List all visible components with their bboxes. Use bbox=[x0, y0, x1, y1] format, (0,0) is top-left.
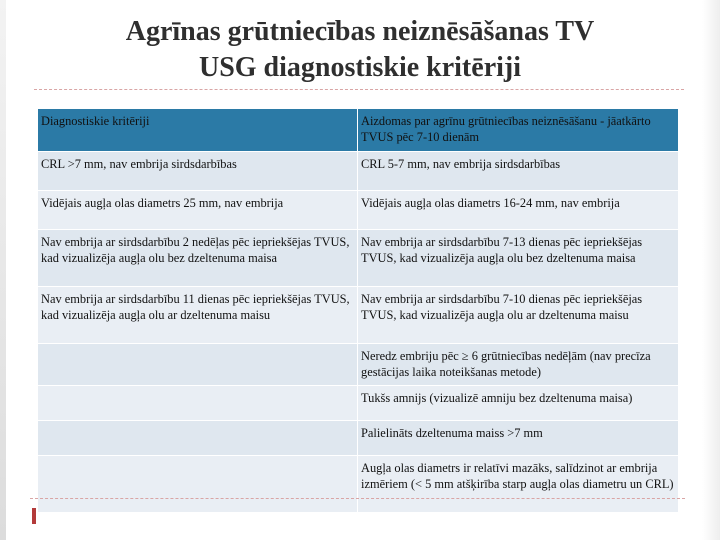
table-cell: Palielināts dzeltenuma maiss >7 mm bbox=[358, 421, 679, 456]
table-header-row bbox=[38, 109, 679, 152]
table-row bbox=[38, 421, 679, 456]
table-cell: Nav embrija ar sirdsdarbību 7-13 dienas pēc iepriekšējas TVUS, kad vizualizēja augļa olu bez dzeltenuma maisa bbox=[358, 230, 679, 287]
table-cell-empty bbox=[38, 456, 358, 513]
table-row bbox=[38, 152, 679, 191]
header-diagnostic-criteria: Diagnostiskie kritēriji bbox=[38, 109, 358, 152]
title-divider bbox=[34, 89, 684, 90]
footer-accent-mark bbox=[32, 508, 36, 524]
table-row bbox=[38, 191, 679, 230]
criteria-table bbox=[37, 108, 679, 513]
table-cell-empty bbox=[38, 421, 358, 456]
table-cell: Neredz embriju pēc ≥ 6 grūtniecības nedēļām (nav precīza gestācijas laika noteikšanas metode) bbox=[358, 344, 679, 386]
header-suspicion-criteria: Aizdomas par agrīnu grūtniecības neiznēsāšanu - jāatkārto TVUS pēc 7-10 dienām bbox=[358, 109, 679, 152]
slide-title-line-1: Agrīnas grūtniecības neiznēsāšanas TV bbox=[125, 16, 595, 47]
table-cell: Tukšs amnijs (vizualizē amniju bez dzeltenuma maisa) bbox=[358, 386, 679, 421]
slide-title-line-2: USG diagnostiskie kritēriji bbox=[198, 52, 521, 83]
table-row bbox=[38, 386, 679, 421]
right-decor-bar bbox=[702, 0, 720, 540]
table-cell: Vidējais augļa olas diametrs 25 mm, nav embrija bbox=[38, 191, 358, 230]
left-decor-bar bbox=[0, 0, 6, 540]
table-cell: Nav embrija ar sirdsdarbību 2 nedēļas pēc iepriekšējas TVUS, kad vizualizēja augļa olu bez dzeltenuma maisa bbox=[38, 230, 358, 287]
table-cell: Augļa olas diametrs ir relatīvi mazāks, salīdzinot ar embrija izmēriem (< 5 mm atšķirība starp augļa olas diametru un CRL) bbox=[358, 456, 679, 513]
table-row bbox=[38, 287, 679, 344]
footer-divider bbox=[30, 498, 685, 499]
slide-title bbox=[40, 14, 680, 86]
table-cell: Nav embrija ar sirdsdarbību 7-10 dienas pēc iepriekšējas TVUS, kad vizualizēja augļa olu ar dzeltenuma maisu bbox=[358, 287, 679, 344]
table-cell: Vidējais augļa olas diametrs 16-24 mm, nav embrija bbox=[358, 191, 679, 230]
table-cell: CRL >7 mm, nav embrija sirdsdarbības bbox=[38, 152, 358, 191]
table-cell: CRL 5-7 mm, nav embrija sirdsdarbības bbox=[358, 152, 679, 191]
table-cell: Nav embrija ar sirdsdarbību 11 dienas pēc iepriekšējas TVUS, kad vizualizēja augļa olu ar dzeltenuma maisu bbox=[38, 287, 358, 344]
table-cell-empty bbox=[38, 344, 358, 386]
table-row bbox=[38, 456, 679, 513]
table-cell-empty bbox=[38, 386, 358, 421]
table-row bbox=[38, 230, 679, 287]
table-row bbox=[38, 344, 679, 386]
